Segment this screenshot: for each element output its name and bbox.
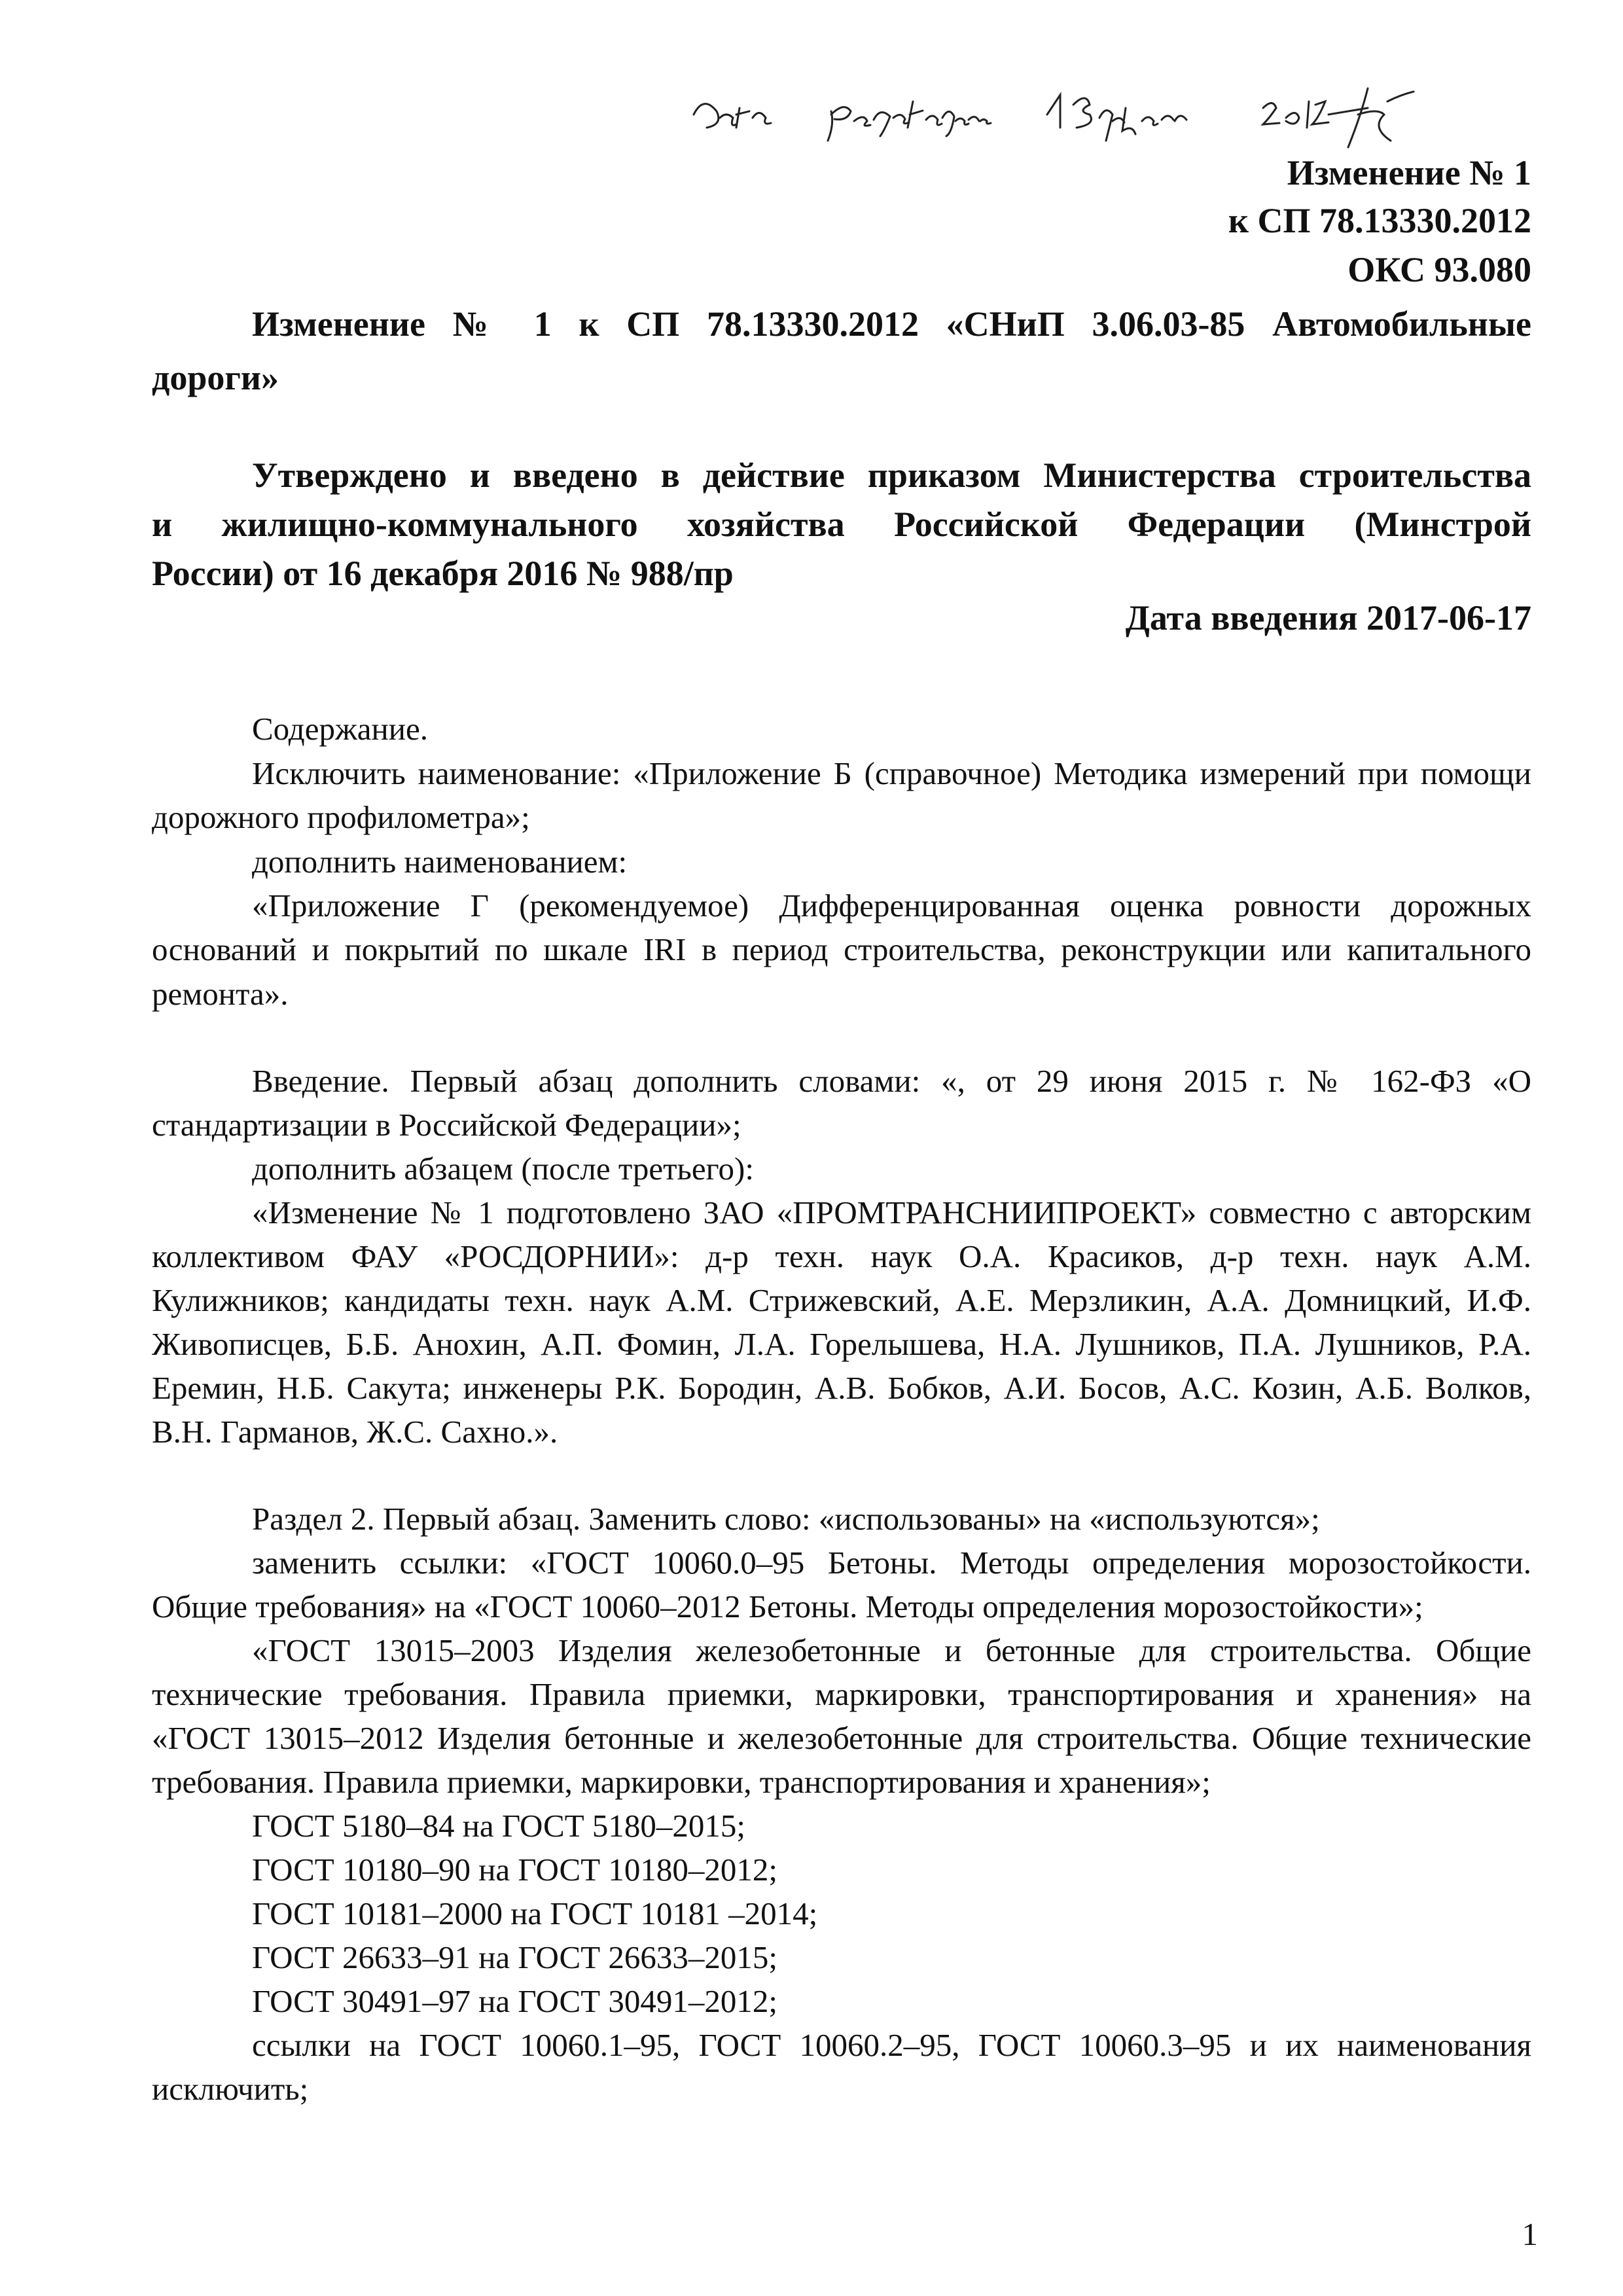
- body-line: Раздел 2. Первый абзац. Заменить слово: «использованы» на «используются»;: [252, 1501, 1320, 1537]
- body-line: В.Н. Гарманов, Ж.С. Сахно.».: [152, 1414, 558, 1450]
- approval-line2: и жилищно-коммунального хозяйства Российской Федерации (Минстрой: [152, 505, 1531, 544]
- body-line: «ГОСТ 13015–2003 Изделия железобетонные и бетонные для строительства. Общие: [252, 1632, 1531, 1668]
- body-line: дополнить наименованием:: [252, 844, 628, 880]
- oks-code: ОКС 93.080: [1347, 250, 1531, 289]
- page-number: 1: [1522, 2216, 1538, 2252]
- body-line: «Изменение № 1 подготовлено ЗАО «ПРОМТРАНСНИИПРОЕКТ» совместно с авторским: [252, 1194, 1531, 1230]
- body-line: дорожного профилометра»;: [152, 799, 530, 835]
- body-line: ГОСТ 30491–97 на ГОСТ 30491–2012;: [252, 1983, 777, 2019]
- document-title-line2: дороги»: [152, 358, 279, 397]
- body-line: ссылки на ГОСТ 10060.1–95, ГОСТ 10060.2–95, ГОСТ 10060.3–95 и их наименования: [252, 2027, 1531, 2063]
- body-line: «ГОСТ 13015–2012 Изделия бетонные и железобетонные для строительства. Общие технические: [152, 1720, 1531, 1756]
- body-line: стандартизации в Российской Федерации»;: [152, 1107, 741, 1143]
- approval-line3: России) от 16 декабря 2016 № 988/пр: [152, 554, 734, 593]
- body-line: Введение. Первый абзац дополнить словами: «, от 29 июня 2015 г. № 162-ФЗ «О: [252, 1063, 1531, 1099]
- body-line: Кулижников; кандидаты техн. наук А.М. Стрижевский, А.Е. Мерзликин, А.А. Домницкий, И.Ф.: [152, 1282, 1531, 1318]
- body-line: Исключить наименование: «Приложение Б (справочное) Методика измерений при помощи: [252, 755, 1531, 791]
- body-line: «Приложение Г (рекомендуемое) Дифференцированная оценка ровности дорожных: [252, 888, 1531, 924]
- body-line: требования. Правила приемки, маркировки, транспортирования и хранения»;: [152, 1764, 1211, 1800]
- standard-reference: к СП 78.13330.2012: [1228, 201, 1531, 240]
- body-line: Еремин, Н.Б. Сакута; инженеры Р.К. Бородин, А.В. Бобков, А.И. Босов, А.С. Козин, А.Б. Волков,: [152, 1370, 1531, 1406]
- body-line: ГОСТ 10180–90 на ГОСТ 10180–2012;: [252, 1852, 777, 1888]
- body-line: заменить ссылки: «ГОСТ 10060.0–95 Бетоны. Методы определения морозостойкости.: [252, 1545, 1531, 1581]
- document-title-line1: Изменение № 1 к СП 78.13330.2012 «СНиП 3.06.03-85 Автомобильные: [252, 304, 1531, 344]
- body-line: коллективом ФАУ «РОСДОРНИИ»: д-р техн. наук О.А. Красиков, д-р техн. наук А.М.: [152, 1238, 1531, 1274]
- effective-date: Дата введения 2017-06-17: [1125, 598, 1531, 637]
- amendment-number: Изменение № 1: [1287, 153, 1531, 192]
- body-line: ремонта».: [152, 976, 289, 1012]
- body-line: дополнить абзацем (после третьего):: [252, 1151, 754, 1187]
- approval-line1: Утверждено и введено в действие приказом Министерства строительства: [252, 456, 1531, 495]
- body-line: исключить;: [152, 2071, 309, 2107]
- body-line: технические требования. Правила приемки, маркировки, транспортирования и хранения» на: [152, 1676, 1531, 1712]
- body-line: оснований и покрытий по шкале IRI в период строительства, реконструкции или капитального: [152, 931, 1531, 967]
- body-line: ГОСТ 10181–2000 на ГОСТ 10181 –2014;: [252, 1895, 818, 1931]
- body-line: Содержание.: [252, 711, 428, 747]
- body-line: ГОСТ 26633–91 на ГОСТ 26633–2015;: [252, 1939, 777, 1975]
- body-line: Живописцев, Б.Б. Анохин, А.П. Фомин, Л.А. Горелышева, Н.А. Лушников, П.А. Лушников, Р.А.: [152, 1326, 1531, 1362]
- body-line: ГОСТ 5180–84 на ГОСТ 5180–2015;: [252, 1808, 745, 1844]
- body-line: Общие требования» на «ГОСТ 10060–2012 Бетоны. Методы определения морозостойкости»;: [152, 1588, 1423, 1624]
- handwritten-registration-note: [681, 62, 1420, 160]
